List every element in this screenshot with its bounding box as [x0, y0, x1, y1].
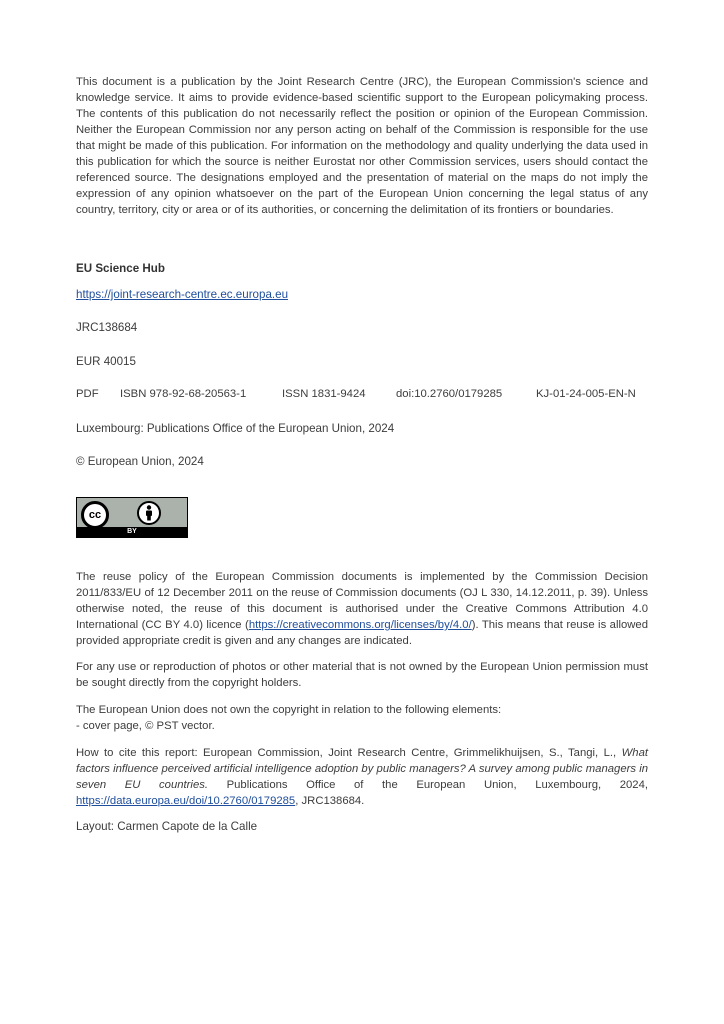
isbn: ISBN 978-92-68-20563-1 [120, 388, 247, 400]
publisher-line: Luxembourg: Publications Office of the European Union, 2024 [76, 422, 395, 435]
copyright-elements [76, 702, 648, 734]
issn: ISSN 1831-9424 [282, 388, 366, 400]
citation-title: What factors influence perceived artificial intelligence adoption by public managers? A survey among public managers in seven EU countries. [76, 747, 648, 791]
hub-title: EU Science Hub [76, 262, 165, 275]
cc-icon: cc [81, 501, 109, 529]
catalogue-number: KJ-01-24-005-EN-N [536, 388, 636, 400]
copyright-elements-line-1: The European Union does not own the copyright in relation to the following elements: [76, 704, 502, 716]
jrc-number: JRC138684 [76, 321, 138, 334]
cc-by-license-badge [76, 497, 188, 538]
citation-doi-link[interactable]: https://data.europa.eu/doi/10.2760/0179285 [76, 795, 296, 807]
citation-middle: Publications Office of the European Union, Luxembourg, 2024, [208, 779, 648, 791]
cc-license-link[interactable]: https://creativecommons.org/licenses/by/4.0/ [248, 619, 472, 631]
reuse-text-1: The reuse policy of the European Commission documents is implemented by the Commission Decision 2011/833/EU of 12 December 2011 on the reuse of Commission documents (OJ L 330, 14.12.2011, p. 39). Unless otherwise noted, the reuse of this document is authorised under the Creative Commons Attribution 4.0 International (CC BY 4.0) licence ( [76, 571, 648, 631]
intro-paragraph: This document is a publication by the Joint Research Centre (JRC), the European Commission's science and knowledge service. It aims to provide evidence-based scientific support to the European policymaking process. The contents of this publication do not necessarily reflect the position or opinion of the European Commission. Neither the European Commission nor any person acting on behalf of the Commission is responsible for the use that might be made of this publication. For information on the methodology and quality underlying the data used in this publication for which the source is neither Eurostat nor other Commission services, users should contact the referenced source. The designations employed and the presentation of material on the maps do not imply the expression of any opinion whatsoever on the part of the European Union concerning the legal status of any country, territory, city or area or of its authorities, or concerning the delimitation of its frontiers or boundaries. [76, 76, 648, 216]
citation-paragraph [76, 745, 648, 809]
layout-credit: Layout: Carmen Capote de la Calle [76, 820, 258, 833]
copyright-line: © European Union, 2024 [76, 455, 204, 468]
reuse-policy-paragraph [76, 569, 648, 649]
eur-number: EUR 40015 [76, 355, 136, 368]
reuse-text-2: ). This means that reuse is allowed provided appropriate credit is given and any changes are indicated. [76, 619, 648, 647]
by-label: BY [77, 527, 187, 537]
copyright-elements-line-2: - cover page, © PST vector. [76, 720, 215, 732]
photos-paragraph: For any use or reproduction of photos or other material that is not owned by the European Union permission must be sought directly from the copyright holders. [76, 661, 648, 689]
pdf-format: PDF [76, 388, 99, 400]
pdf-identifiers-row [0, 388, 724, 404]
doi: doi:10.2760/0179285 [396, 388, 503, 400]
citation-prefix: How to cite this report: European Commission, Joint Research Centre, Grimmelikhuijsen, S., Tangi, L., [76, 747, 622, 759]
hub-link[interactable]: https://joint-research-centre.ec.europa.eu [76, 288, 289, 301]
attribution-person-icon [137, 501, 161, 525]
citation-suffix: , JRC138684. [295, 795, 365, 807]
